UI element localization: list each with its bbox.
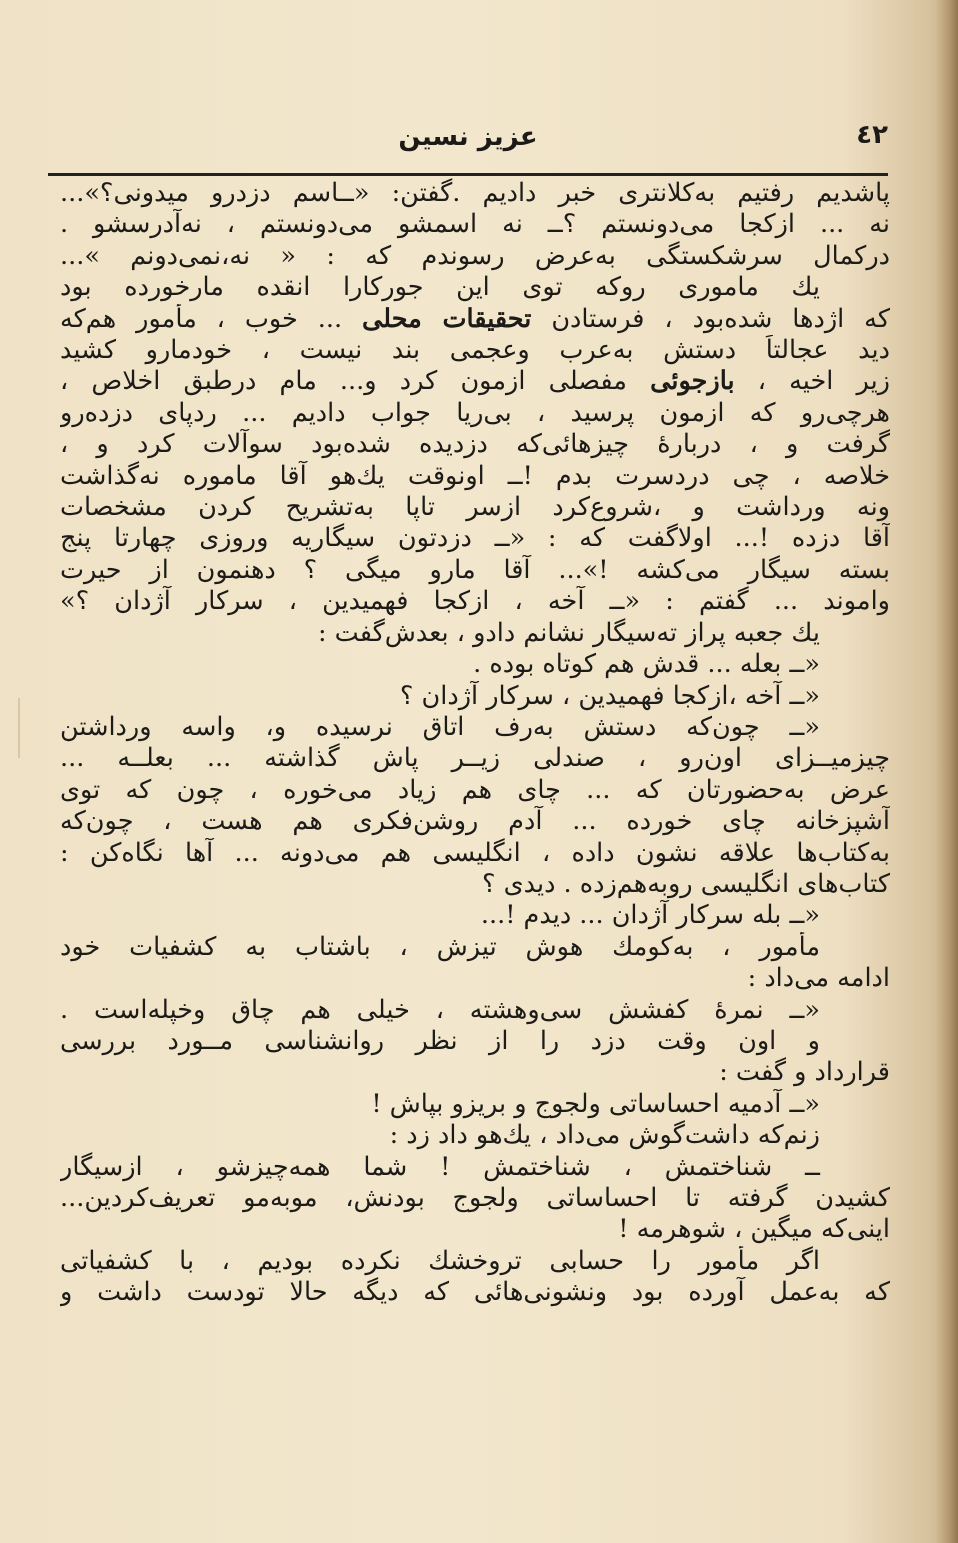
text-line: بسته سیگار می‌کشه !»... آقا مارو میگی ؟ دهنمون از حیرت bbox=[60, 554, 890, 585]
text-line: اگر مأمور را حسابی تروخشك نکرده بودیم ، با کشفیاتی bbox=[60, 1245, 820, 1276]
body-text bbox=[60, 178, 890, 1309]
text-line: زنم‌که داشت‌گوش می‌داد ، یك‌هو داد زد : bbox=[389, 1120, 820, 1151]
text-line: عرض به‌حضورتان که ... چای هم زیاد می‌خوره ، چون که توی bbox=[60, 774, 890, 805]
page-number: ٤٢ bbox=[856, 120, 888, 150]
text-line: یك ماموری روکه توی این جورکارا انقده مارخورده بود bbox=[60, 272, 820, 303]
text-line: اینی‌که میگین ، شوهرمه ! bbox=[618, 1214, 890, 1245]
text-line: خلاصه ، چی دردسرت بدم !ــ اونوقت یك‌هو آقا ماموره نه‌گذاشت bbox=[60, 460, 890, 491]
text-line: دید عجالتاً دستش به‌عرب وعجمی بند نیست ، خودمارو کشید bbox=[60, 335, 890, 366]
text-line: قرارداد و گفت : bbox=[719, 1057, 890, 1088]
text-line: پاشدیم رفتیم به‌کلانتری خبر دادیم .گفتن: «ــاسم دزدرو میدونی؟»... bbox=[60, 178, 890, 208]
bold-phrase: تحقیقات محلی bbox=[362, 303, 532, 334]
text-line: که به‌عمل آورده بود ونشونی‌هائی که دیگه حالا تودست داشت و bbox=[60, 1277, 890, 1308]
text-line: «ــ بعله ... قدش هم کوتاه بوده . bbox=[473, 649, 820, 680]
bold-phrase: بازجوئی bbox=[650, 366, 735, 397]
page-edge-shadow bbox=[936, 0, 958, 1543]
text-run: که اژدها شده‌بود ، فرستادن bbox=[551, 303, 890, 334]
text-line: درکمال سرشکستگی به‌عرض رسوندم که : « نه،نمی‌دونم »... bbox=[60, 240, 890, 271]
text-line: «ــ چون‌که دستش به‌رف اتاق نرسیده و، واسه ورداشتن bbox=[60, 711, 820, 742]
text-line: کتاب‌های انگلیسی روبه‌هم‌زده . دیدی ؟ bbox=[482, 868, 890, 899]
text-line: آقا دزده !... اولاگفت که : «ــ دزدتون سیگاریه وروزی چهارتا پنج bbox=[60, 523, 890, 554]
text-line: نه ... ازکجا می‌دونستم ؟ــ نه اسمشو می‌دونستم ، نه‌آدرسشو . bbox=[60, 209, 890, 240]
text-line: گرفت و ، دربارهٔ چیزهائی‌که دزدیده شده‌بود سوآلات کرد و ، bbox=[60, 429, 890, 460]
text-line: «ــ آدمیه احساساتی ولجوج و بریزو بپاش ! bbox=[371, 1088, 820, 1119]
text-line: ونه ورداشت و ،شروع‌کرد ازسر تاپا به‌تشریح کردن مشخصات bbox=[60, 492, 890, 523]
text-line: یك جعبه پراز ته‌سیگار نشانم دادو ، بعدش‌گفت : bbox=[317, 617, 820, 648]
text-line: به‌کتاب‌ها علاقه نشون داده ، انگلیسی هم می‌دونه ... آها نگاه‌کن : bbox=[60, 837, 890, 868]
text-line: کشیدن گرفته تا احساساتی ولجوج بودنش، موبه‌مو تعریف‌کردین... bbox=[60, 1183, 890, 1213]
text-run: ... خوب ، مأمور هم‌که bbox=[60, 303, 362, 334]
text-line: و اون وقت دزد را از نظر روانشناسی مــورد بررسی bbox=[60, 1025, 820, 1056]
text-line: چیزمیــزای اون‌رو ، صندلی زیــر پاش گذاشته ... بعلــه ... bbox=[60, 743, 890, 774]
text-run: زیر اخیه ، bbox=[734, 366, 890, 397]
text-line: «ــ بله سرکار آژدان ... دیدم !... bbox=[480, 900, 820, 931]
text-line: هرچی‌رو که ازمون پرسید ، بی‌ریا جواب دادیم ... ردپای دزده‌رو bbox=[60, 397, 890, 428]
header-rule bbox=[48, 173, 888, 176]
text-line: مأمور ، به‌کومك هوش تیزش ، باشتاب به کشفیات خود bbox=[60, 931, 820, 962]
text-line: «ــ آخه ،ازکجا فهمیدین ، سرکار آژدان ؟ bbox=[399, 680, 820, 711]
text-run: مفصلی ازمون کرد و... مام درطبق اخلاص ، bbox=[60, 366, 651, 397]
text-line bbox=[60, 366, 890, 397]
text-line: واموند ... گفتم : «ــ آخه ، ازکجا فهمیدین ، سرکار آژدان ؟» bbox=[60, 586, 890, 617]
text-line: «ــ نمرهٔ کفشش سی‌وهشته ، خیلی هم چاق وخپله‌است . bbox=[60, 994, 820, 1025]
margin-mark bbox=[18, 698, 60, 758]
text-line bbox=[60, 304, 890, 335]
text-line: ــ شناختمش ، شناختمش ! شما همه‌چیزشو ، ازسیگار bbox=[60, 1151, 820, 1182]
text-line: آشپزخانه چای خورده ... آدم روشن‌فکری هم هست ، چون‌که bbox=[60, 806, 890, 837]
page-header bbox=[48, 112, 888, 172]
running-title: عزیز نسین bbox=[398, 122, 538, 152]
text-line: ادامه می‌داد : bbox=[747, 963, 890, 994]
